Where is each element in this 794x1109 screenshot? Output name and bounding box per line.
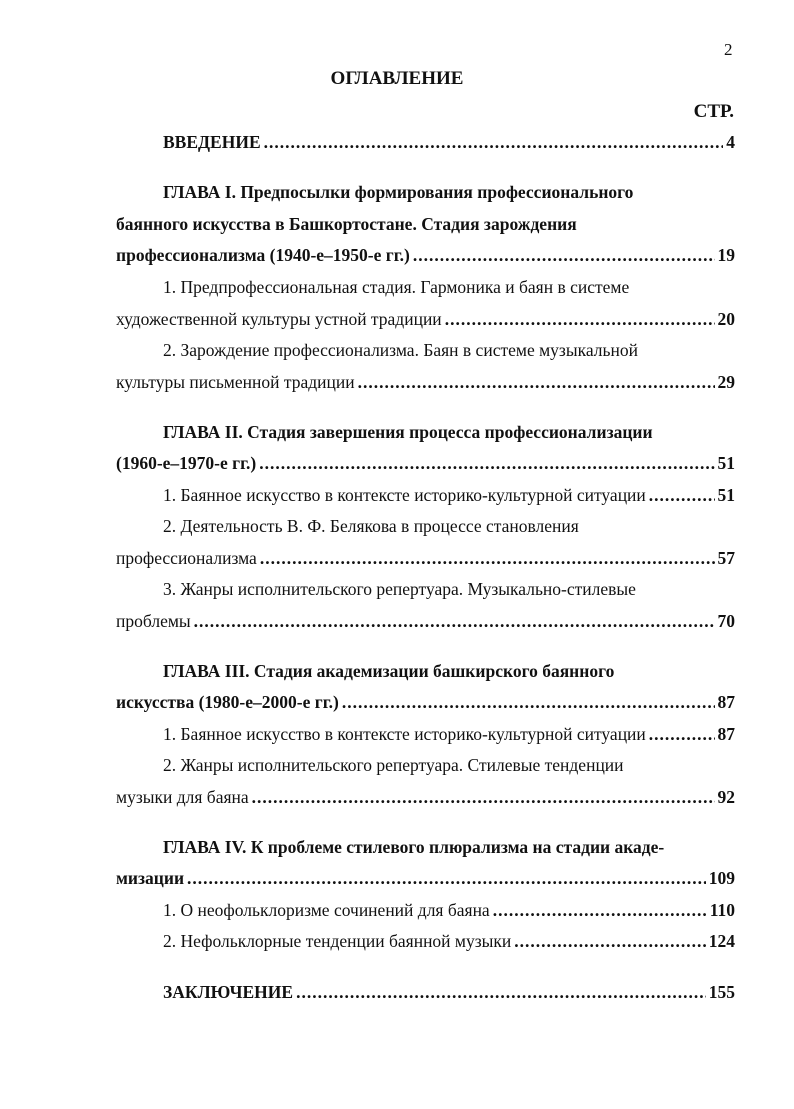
toc-entry-section-2-2[interactable] — [116, 547, 735, 569]
toc-entry-label: искусства (1980-е–2000-е гг.) — [116, 692, 339, 712]
toc-page-number: 87 — [717, 724, 735, 744]
leader-dots — [259, 452, 714, 474]
toc-entry-chapter-1[interactable] — [116, 244, 735, 266]
toc-entry-section-1-2[interactable] — [116, 371, 735, 393]
leader-dots — [649, 484, 715, 506]
toc-entry-conclusion[interactable] — [163, 981, 735, 1003]
toc-entry-label: профессионализма (1940-е–1950-е гг.) — [116, 245, 410, 265]
toc-page-number: 19 — [717, 245, 735, 265]
leader-dots — [493, 899, 707, 921]
toc-entry-label: культуры письменной традиции — [116, 372, 355, 392]
toc-entry-section-4-2[interactable] — [163, 930, 735, 952]
toc-entry-label: музыки для баяна — [116, 787, 249, 807]
toc-entry-label: мизации — [116, 868, 185, 888]
toc-page-number: 110 — [709, 900, 735, 920]
section-1-2-line-1[interactable]: 2. Зарождение профессионализма. Баян в системе музыкальной — [163, 340, 638, 360]
chapter-1-title-line-2[interactable]: баянного искусства в Башкортостане. Стадия зарождения — [116, 214, 577, 234]
section-2-3-line-1[interactable]: 3. Жанры исполнительского репертуара. Музыкально-стилевые — [163, 579, 636, 599]
toc-page-number: 155 — [708, 982, 735, 1002]
toc-entry-chapter-2[interactable] — [116, 452, 735, 474]
toc-entry-section-3-2[interactable] — [116, 786, 735, 808]
section-2-2-line-1[interactable]: 2. Деятельность В. Ф. Белякова в процессе становления — [163, 516, 579, 536]
leader-dots — [342, 691, 715, 713]
leader-dots — [649, 723, 715, 745]
toc-entry-label: 1. Баянное искусство в контексте историко-культурной ситуации — [163, 724, 646, 744]
toc-entry-section-1-1[interactable] — [116, 308, 735, 330]
toc-page-number: 57 — [717, 548, 735, 568]
page-column-label: СТР. — [693, 101, 734, 122]
page-number: 2 — [724, 40, 733, 59]
toc-entry-section-2-3[interactable] — [116, 610, 735, 632]
chapter-2-title-line-1[interactable]: ГЛАВА II. Стадия завершения процесса профессионализации — [163, 422, 653, 442]
toc-page-number: 51 — [717, 453, 735, 473]
chapter-1-title-line-1[interactable]: ГЛАВА I. Предпосылки формирования профессионального — [163, 182, 634, 202]
toc-entry-section-3-1[interactable] — [163, 723, 735, 745]
toc-entry-label: профессионализма — [116, 548, 257, 568]
section-3-2-line-1[interactable]: 2. Жанры исполнительского репертуара. Стилевые тенденции — [163, 755, 624, 775]
toc-entry-label: ВВЕДЕНИЕ — [163, 132, 261, 152]
toc-page-number: 70 — [717, 611, 735, 631]
toc-entry-label: проблемы — [116, 611, 191, 631]
toc-page-number: 51 — [717, 485, 735, 505]
toc-entry-section-2-1[interactable] — [163, 484, 735, 506]
toc-entry-label: 1. Баянное искусство в контексте историко-культурной ситуации — [163, 485, 646, 505]
toc-entry-label: 1. О неофольклоризме сочинений для баяна — [163, 900, 490, 920]
leader-dots — [260, 547, 715, 569]
page-title: ОГЛАВЛЕНИЕ — [330, 68, 464, 89]
leader-dots — [445, 308, 715, 330]
toc-page-number: 4 — [726, 132, 735, 152]
toc-entry-label: ЗАКЛЮЧЕНИЕ — [163, 982, 294, 1002]
leader-dots — [358, 371, 715, 393]
toc-page-number: 29 — [717, 372, 735, 392]
toc-entry-section-4-1[interactable] — [163, 899, 735, 921]
toc-entry-label: художественной культуры устной традиции — [116, 309, 442, 329]
leader-dots — [194, 610, 715, 632]
leader-dots — [264, 131, 724, 153]
toc-page-number: 109 — [708, 868, 735, 888]
section-1-1-line-1[interactable]: 1. Предпрофессиональная стадия. Гармоника и баян в системе — [163, 277, 630, 297]
toc-page-number: 92 — [717, 787, 735, 807]
toc-entry-chapter-4[interactable] — [116, 867, 735, 889]
leader-dots — [187, 867, 706, 889]
leader-dots — [296, 981, 706, 1003]
toc-page-number: 124 — [708, 931, 735, 951]
toc-page-number: 20 — [717, 309, 735, 329]
chapter-4-title-line-1[interactable]: ГЛАВА IV. К проблеме стилевого плюрализма на стадии акаде- — [163, 837, 665, 857]
toc-entry-label: (1960-е–1970-е гг.) — [116, 453, 257, 473]
leader-dots — [252, 786, 715, 808]
toc-page-number: 87 — [717, 692, 735, 712]
toc-entry-chapter-3[interactable] — [116, 691, 735, 713]
leader-dots — [514, 930, 705, 952]
leader-dots — [413, 244, 715, 266]
chapter-3-title-line-1[interactable]: ГЛАВА III. Стадия академизации башкирского баянного — [163, 661, 615, 681]
toc-entry-label: 2. Нефольклорные тенденции баянной музыки — [163, 931, 512, 951]
toc-entry-intro[interactable] — [163, 131, 735, 153]
